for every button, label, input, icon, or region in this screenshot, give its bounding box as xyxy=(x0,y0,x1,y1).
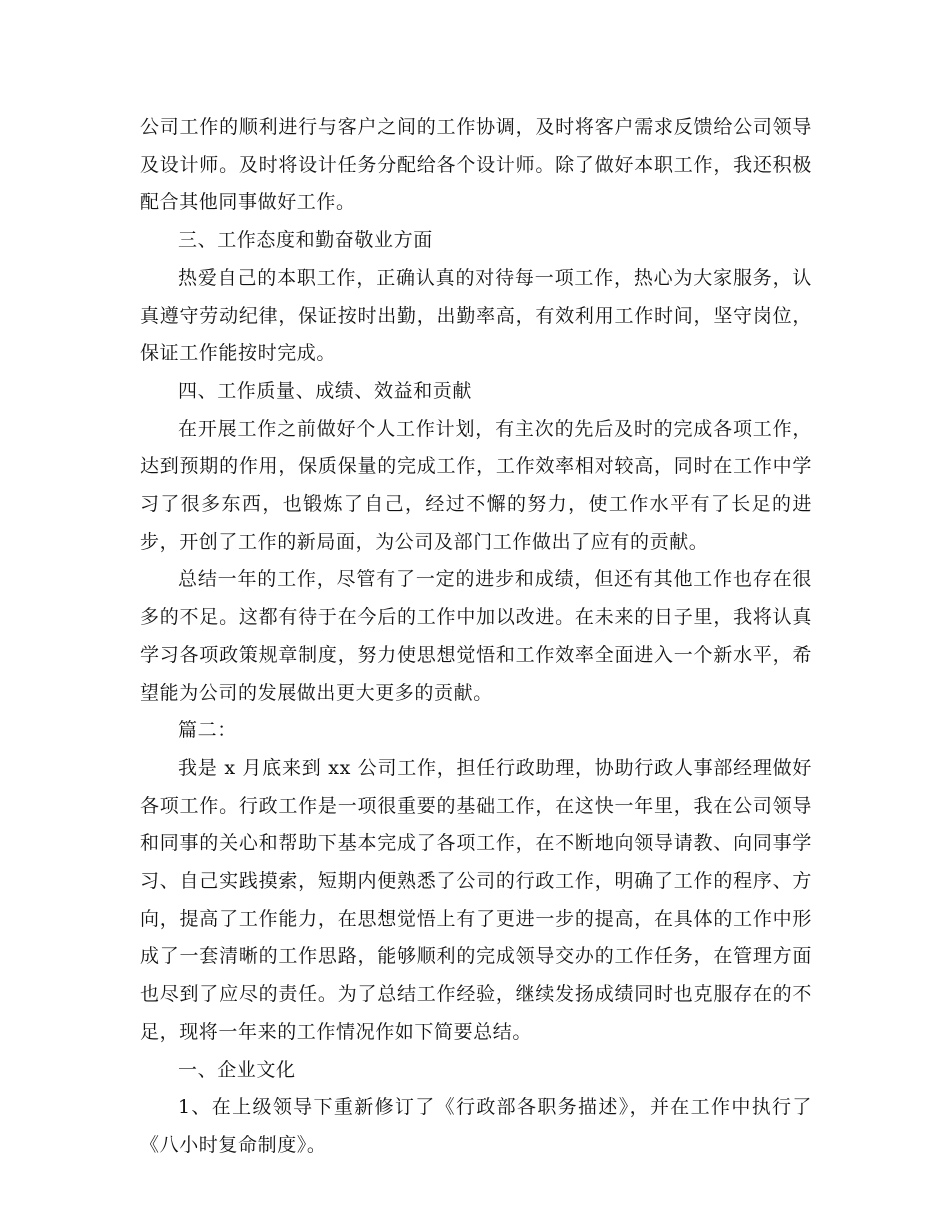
paragraph-summary: 总结一年的工作，尽管有了一定的进步和成绩，但还有其他工作也存在很多的不足。这都有待于在今后的工作中加以改进。在未来的日子里，我将认真学习各项政策规章制度，努力使思想觉悟和工作效率全面进入一个新水平，希望能为公司的发展做出更大更多的贡献。 xyxy=(140,568,812,704)
paragraph-continuation: 公司工作的顺利进行与客户之间的工作协调，及时将客户需求反馈给公司领导及设计师。及时将设计任务分配给各个设计师。除了做好本职工作，我还积极配合其他同事做好工作。 xyxy=(140,116,812,214)
document-body xyxy=(140,109,812,1165)
section-heading-work-attitude: 三、工作态度和勤奋敬业方面 xyxy=(178,229,433,252)
paragraph-corporate-culture-item-1: 1、在上级领导下重新修订了《行政部各职务描述》，并在工作中执行了《八小时复命制度》。 xyxy=(140,1096,812,1156)
section-heading-work-quality: 四、工作质量、成绩、效益和贡献 xyxy=(178,379,473,402)
paragraph-work-quality: 在开展工作之前做好个人工作计划，有主次的先后及时的完成各项工作，达到预期的作用，保质保量的完成工作，工作效率相对较高，同时在工作中学习了很多东西，也锻炼了自己，经过不懈的努力，使工作水平有了长足的进步，开创了工作的新局面，为公司及部门工作做出了应有的贡献。 xyxy=(140,417,812,553)
section-heading-corporate-culture: 一、企业文化 xyxy=(178,1058,296,1081)
paragraph-work-attitude: 热爱自己的本职工作，正确认真的对待每一项工作，热心为大家服务，认真遵守劳动纪律，保证按时出勤，出勤率高，有效利用工作时间，坚守岗位，保证工作能按时完成。 xyxy=(140,266,812,365)
section-heading-part-two: 篇二： xyxy=(178,719,237,742)
paragraph-part-two-intro: 我是 x 月底来到 xx 公司工作，担任行政助理，协助行政人事部经理做好各项工作。行政工作是一项很重要的基础工作，在这快一年里，我在公司领导和同事的关心和帮助下基本完成了各项工作，在不断地向领导请教、向同事学习、自己实践摸索，短期内便熟悉了公司的行政工作，明确了工作的程序、方向，提高了工作能力，在思想觉悟上有了更进一步的提高，在具体的工作中形成了一套清晰的工作思路，能够顺利的完成领导交办的工作任务，在管理方面也尽到了应尽的责任。为了总结工作经验，继续发扬成绩同时也克服存在的不足，现将一年来的工作情况作如下简要总结。 xyxy=(140,756,812,1043)
